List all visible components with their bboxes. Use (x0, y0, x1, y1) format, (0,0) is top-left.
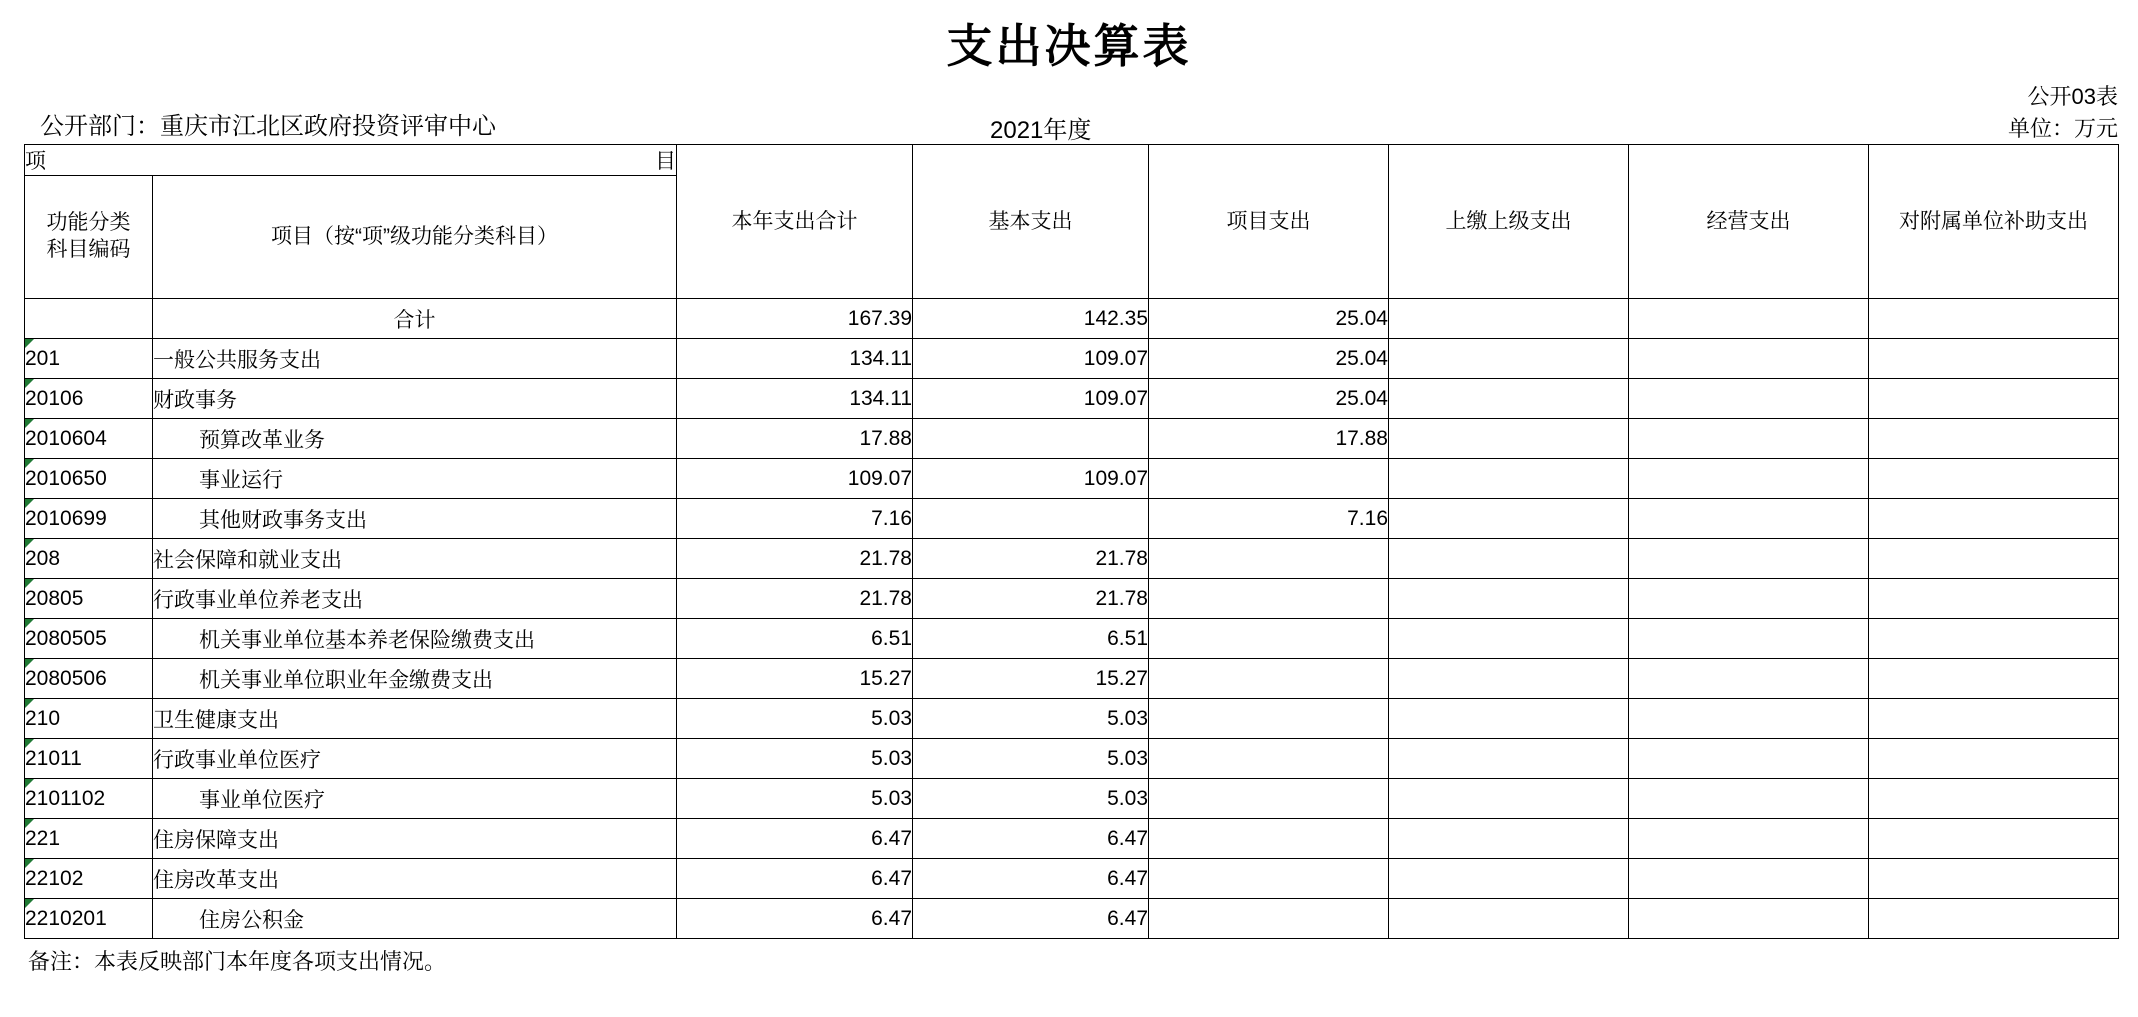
cell-basic: 6.51 (913, 619, 1149, 659)
cell-operating (1629, 699, 1869, 739)
cell-project: 25.04 (1149, 379, 1389, 419)
cell-upper-level (1389, 659, 1629, 699)
table-body (25, 299, 2119, 939)
cell-total: 6.47 (677, 819, 913, 859)
table-row (25, 379, 2119, 419)
column-header-code (25, 176, 153, 299)
header-corner-cell (25, 145, 677, 176)
cell-function-code (25, 299, 153, 339)
cell-subsidy (1869, 339, 2119, 379)
table-header-corner-row (25, 145, 2119, 176)
column-header-upper-level: 上缴上级支出 (1389, 145, 1629, 299)
cell-item-name: 住房公积金 (153, 899, 677, 939)
column-header-project: 项目支出 (1149, 145, 1389, 299)
cell-subsidy (1869, 539, 2119, 579)
table-row (25, 779, 2119, 819)
cell-total: 134.11 (677, 379, 913, 419)
cell-project: 25.04 (1149, 339, 1389, 379)
cell-subsidy (1869, 779, 2119, 819)
cell-operating (1629, 779, 1869, 819)
cell-subsidy (1869, 899, 2119, 939)
cell-upper-level (1389, 459, 1629, 499)
cell-basic: 5.03 (913, 779, 1149, 819)
cell-project: 17.88 (1149, 419, 1389, 459)
corner-left-label: 项 (25, 150, 46, 173)
cell-operating (1629, 339, 1869, 379)
cell-total: 6.47 (677, 859, 913, 899)
cell-item-name: 其他财政事务支出 (153, 499, 677, 539)
cell-operating (1629, 619, 1869, 659)
cell-subsidy (1869, 859, 2119, 899)
cell-item-name: 住房改革支出 (153, 859, 677, 899)
cell-project (1149, 699, 1389, 739)
cell-item-name: 社会保障和就业支出 (153, 539, 677, 579)
cell-total: 5.03 (677, 739, 913, 779)
table-row (25, 739, 2119, 779)
cell-project (1149, 539, 1389, 579)
cell-subsidy (1869, 819, 2119, 859)
cell-function-code: 2080505 (25, 619, 153, 659)
cell-function-code: 20805 (25, 579, 153, 619)
column-header-subsidy: 对附属单位补助支出 (1869, 145, 2119, 299)
column-header-code-line1: 功能分类 (46, 211, 131, 235)
column-header-operating: 经营支出 (1629, 145, 1869, 299)
cell-item-name: 行政事业单位养老支出 (153, 579, 677, 619)
cell-project (1149, 779, 1389, 819)
cell-basic: 5.03 (913, 739, 1149, 779)
cell-item-name: 事业单位医疗 (153, 779, 677, 819)
cell-item-name: 行政事业单位医疗 (153, 739, 677, 779)
cell-total: 134.11 (677, 339, 913, 379)
cell-upper-level (1389, 779, 1629, 819)
cell-project (1149, 459, 1389, 499)
cell-basic: 109.07 (913, 379, 1149, 419)
table-row (25, 619, 2119, 659)
cell-operating (1629, 299, 1869, 339)
cell-subsidy (1869, 619, 2119, 659)
cell-subsidy (1869, 299, 2119, 339)
cell-function-code: 208 (25, 539, 153, 579)
cell-item-name: 住房保障支出 (153, 819, 677, 859)
cell-basic: 21.78 (913, 539, 1149, 579)
cell-project (1149, 619, 1389, 659)
column-header-code-line2: 科目编码 (46, 238, 131, 261)
sheet-number-label: 公开03表 (2027, 84, 2118, 109)
cell-upper-level (1389, 699, 1629, 739)
cell-upper-level (1389, 499, 1629, 539)
cell-operating (1629, 819, 1869, 859)
cell-project (1149, 659, 1389, 699)
column-header-item-name: 项目（按“项”级功能分类科目） (153, 176, 677, 299)
cell-operating (1629, 859, 1869, 899)
cell-item-name: 一般公共服务支出 (153, 339, 677, 379)
table-footnote: 备注：本表反映部门本年度各项支出情况。 (28, 949, 447, 974)
cell-project (1149, 819, 1389, 859)
cell-upper-level (1389, 819, 1629, 859)
corner-right-label: 目 (655, 150, 676, 173)
cell-subsidy (1869, 659, 2119, 699)
cell-item-name: 卫生健康支出 (153, 699, 677, 739)
cell-upper-level (1389, 619, 1629, 659)
cell-total: 6.51 (677, 619, 913, 659)
fiscal-year-label: 2021年度 (990, 117, 1092, 144)
cell-total: 5.03 (677, 779, 913, 819)
cell-total: 7.16 (677, 499, 913, 539)
cell-total: 21.78 (677, 579, 913, 619)
cell-basic: 15.27 (913, 659, 1149, 699)
cell-function-code: 2010699 (25, 499, 153, 539)
cell-upper-level (1389, 739, 1629, 779)
cell-subsidy (1869, 739, 2119, 779)
cell-function-code: 2080506 (25, 659, 153, 699)
cell-upper-level (1389, 339, 1629, 379)
table-row (25, 819, 2119, 859)
cell-item-name: 事业运行 (153, 459, 677, 499)
table-row (25, 339, 2119, 379)
cell-project (1149, 739, 1389, 779)
cell-item-name: 财政事务 (153, 379, 677, 419)
cell-function-code: 20106 (25, 379, 153, 419)
cell-total: 167.39 (677, 299, 913, 339)
table-row (25, 899, 2119, 939)
table-row (25, 659, 2119, 699)
cell-subsidy (1869, 579, 2119, 619)
cell-function-code: 210 (25, 699, 153, 739)
cell-total: 15.27 (677, 659, 913, 699)
cell-basic (913, 499, 1149, 539)
cell-total: 17.88 (677, 419, 913, 459)
cell-total: 109.07 (677, 459, 913, 499)
cell-project (1149, 899, 1389, 939)
cell-total: 5.03 (677, 699, 913, 739)
unit-label: 单位：万元 (2007, 116, 2118, 141)
table-row (25, 859, 2119, 899)
cell-subsidy (1869, 699, 2119, 739)
cell-project (1149, 859, 1389, 899)
cell-operating (1629, 379, 1869, 419)
cell-basic: 142.35 (913, 299, 1149, 339)
cell-operating (1629, 419, 1869, 459)
document-meta (24, 80, 2118, 144)
cell-item-name: 预算改革业务 (153, 419, 677, 459)
department-label: 公开部门：重庆市江北区政府投资评审中心 (40, 113, 496, 140)
cell-function-code: 201 (25, 339, 153, 379)
page-title: 支出决算表 (946, 19, 1192, 73)
cell-function-code: 221 (25, 819, 153, 859)
column-header-basic: 基本支出 (913, 145, 1149, 299)
cell-basic: 21.78 (913, 579, 1149, 619)
table-row (25, 299, 2119, 339)
table-row (25, 579, 2119, 619)
cell-item-name: 机关事业单位职业年金缴费支出 (153, 659, 677, 699)
cell-operating (1629, 899, 1869, 939)
column-header-total: 本年支出合计 (677, 145, 913, 299)
cell-function-code: 2010604 (25, 419, 153, 459)
cell-operating (1629, 659, 1869, 699)
cell-subsidy (1869, 459, 2119, 499)
cell-operating (1629, 459, 1869, 499)
document-page (0, 10, 2138, 1017)
cell-operating (1629, 739, 1869, 779)
cell-basic: 109.07 (913, 459, 1149, 499)
cell-function-code: 21011 (25, 739, 153, 779)
cell-function-code: 2010650 (25, 459, 153, 499)
cell-project: 7.16 (1149, 499, 1389, 539)
table-row (25, 459, 2119, 499)
cell-upper-level (1389, 899, 1629, 939)
cell-upper-level (1389, 379, 1629, 419)
cell-basic (913, 419, 1149, 459)
table-row (25, 539, 2119, 579)
table-row (25, 419, 2119, 459)
cell-basic: 6.47 (913, 899, 1149, 939)
expenditure-final-accounts-table (24, 144, 2119, 939)
table-row (25, 699, 2119, 739)
cell-basic: 5.03 (913, 699, 1149, 739)
cell-operating (1629, 539, 1869, 579)
cell-upper-level (1389, 859, 1629, 899)
cell-item-name: 机关事业单位基本养老保险缴费支出 (153, 619, 677, 659)
cell-basic: 109.07 (913, 339, 1149, 379)
cell-function-code: 2210201 (25, 899, 153, 939)
cell-upper-level (1389, 299, 1629, 339)
cell-subsidy (1869, 419, 2119, 459)
cell-subsidy (1869, 499, 2119, 539)
cell-project (1149, 579, 1389, 619)
cell-upper-level (1389, 539, 1629, 579)
table-row (25, 499, 2119, 539)
cell-total: 21.78 (677, 539, 913, 579)
cell-item-name: 合计 (153, 299, 677, 339)
cell-upper-level (1389, 579, 1629, 619)
cell-basic: 6.47 (913, 819, 1149, 859)
cell-upper-level (1389, 419, 1629, 459)
cell-project: 25.04 (1149, 299, 1389, 339)
cell-function-code: 22102 (25, 859, 153, 899)
cell-subsidy (1869, 379, 2119, 419)
cell-total: 6.47 (677, 899, 913, 939)
cell-function-code: 2101102 (25, 779, 153, 819)
cell-basic: 6.47 (913, 859, 1149, 899)
cell-operating (1629, 579, 1869, 619)
cell-operating (1629, 499, 1869, 539)
